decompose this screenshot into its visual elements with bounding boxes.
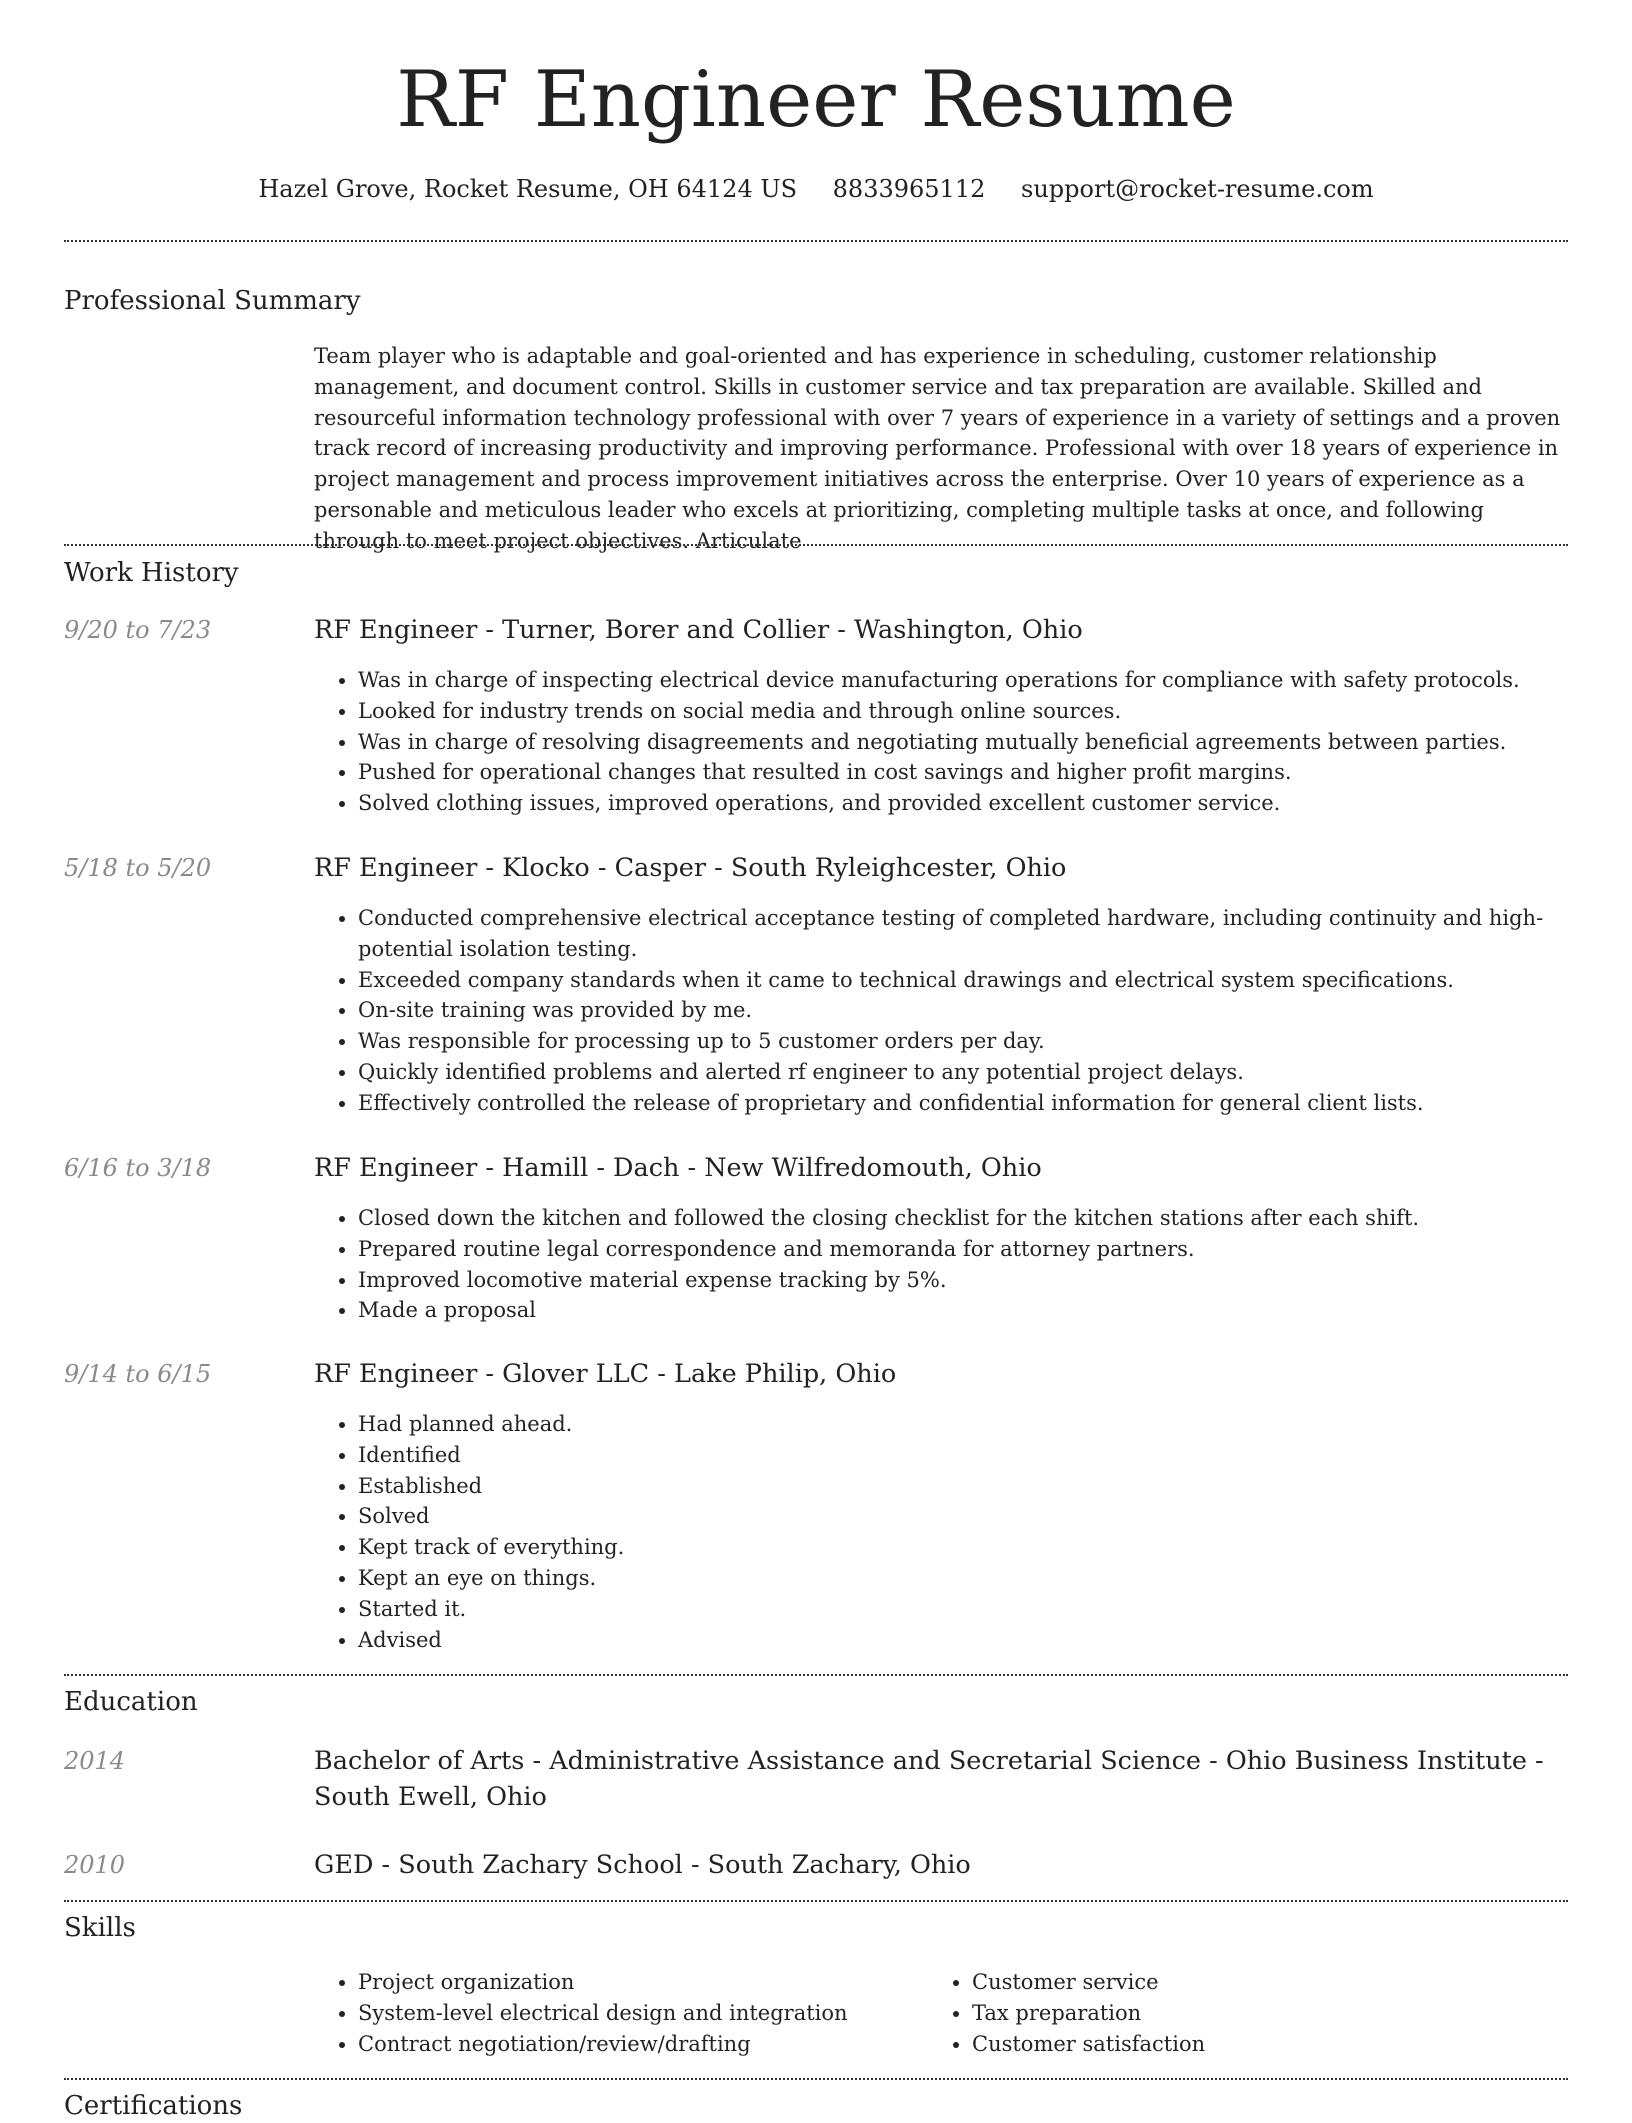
job-bullet: • On-site training was provided by me. [358, 995, 1548, 1026]
job-bullet: • Identified [358, 1440, 1548, 1471]
job-title: RF Engineer - Hamill - Dach - New Wilfredomouth, Ohio [314, 1153, 1042, 1183]
job-bullet: • Solved [358, 1501, 1548, 1532]
skill-item: • Customer service [972, 1967, 1532, 1998]
job-bullet: • Had planned ahead. [358, 1409, 1548, 1440]
job-dates: 9/20 to 7/23 [64, 616, 212, 644]
divider [64, 240, 1568, 242]
summary-text: Team player who is adaptable and goal-oriented and has experience in scheduling, customer relationship management, and document control. Skills in customer service and tax preparation are available. Skilled and resourceful information technology professional with over 7 years of experience in a variety of settings and a proven track record of increasing productivity and improving performance. Professional with over 18 years of experience in project management and process improvement initiatives across the enterprise. Over 10 years of experience as a personable and meticulous leader who excels at prioritizing, completing multiple tasks at once, and following through to meet project objectives. Articulate [314, 344, 1561, 553]
skill-item: • Project organization [358, 1967, 918, 1998]
job-bullet: • Established [358, 1471, 1548, 1502]
contact-line [0, 172, 1632, 206]
job-bullet: • Was responsible for processing up to 5 customer orders per day. [358, 1026, 1548, 1057]
job-title: RF Engineer - Glover LLC - Lake Philip, Ohio [314, 1359, 897, 1389]
job-bullet: • Started it. [358, 1594, 1548, 1625]
job-bullet: • Solved clothing issues, improved operations, and provided excellent customer service. [358, 788, 1548, 819]
job-bullet: • Was in charge of resolving disagreements and negotiating mutually beneficial agreements between parties. [358, 727, 1548, 758]
job-bullet: • Prepared routine legal correspondence and memoranda for attorney partners. [358, 1234, 1548, 1265]
job-dates: 5/18 to 5/20 [64, 854, 212, 882]
section-heading-work-history: Work History [64, 558, 239, 588]
job-bullets [314, 903, 1548, 1119]
job-bullet: • Looked for industry trends on social media and through online sources. [358, 696, 1548, 727]
job-bullet: • Was in charge of inspecting electrical device manufacturing operations for compliance with safety protocols. [358, 665, 1548, 696]
job-bullet: • Closed down the kitchen and followed the closing checklist for the kitchen stations after each shift. [358, 1203, 1548, 1234]
job-bullet: • Kept an eye on things. [358, 1563, 1548, 1594]
skill-item: • Tax preparation [972, 1998, 1532, 2029]
job-title: RF Engineer - Klocko - Casper - South Ryleighcester, Ohio [314, 853, 1067, 883]
education-title: GED - South Zachary School - South Zachary, Ohio [314, 1850, 971, 1880]
job-bullet: • Exceeded company standards when it came to technical drawings and electrical system specifications. [358, 965, 1548, 996]
job-bullets [314, 1409, 1548, 1655]
divider [64, 1674, 1568, 1676]
skill-item: • Contract negotiation/review/drafting [358, 2029, 918, 2060]
education-year: 2010 [64, 1851, 126, 1879]
section-heading-summary: Professional Summary [64, 286, 361, 316]
job-bullets [314, 665, 1548, 819]
job-bullets [314, 1203, 1548, 1326]
job-bullet: • Made a proposal [358, 1295, 1548, 1326]
job-bullet: • Pushed for operational changes that resulted in cost savings and higher profit margins. [358, 757, 1548, 788]
section-heading-certifications: Certifications [64, 2091, 243, 2121]
skill-item: • Customer satisfaction [972, 2029, 1532, 2060]
job-dates: 9/14 to 6/15 [64, 1360, 212, 1388]
job-bullet: • Effectively controlled the release of proprietary and confidential information for general client lists. [358, 1088, 1548, 1119]
skills-list-right [928, 1967, 1532, 2059]
section-heading-skills: Skills [64, 1913, 136, 1943]
contact-address: Hazel Grove, Rocket Resume, OH 64124 US [258, 175, 798, 203]
skill-item: • System-level electrical design and integration [358, 1998, 918, 2029]
job-bullet: • Advised [358, 1625, 1548, 1656]
section-heading-education: Education [64, 1687, 198, 1717]
contact-phone: 8833965112 [832, 175, 986, 203]
resume-title: RF Engineer Resume [396, 55, 1236, 145]
job-bullet: • Kept track of everything. [358, 1532, 1548, 1563]
divider [64, 2078, 1568, 2080]
education-year: 2014 [64, 1747, 126, 1775]
job-dates: 6/16 to 3/18 [64, 1154, 212, 1182]
contact-email: support@rocket-resume.com [1021, 175, 1374, 203]
skills-list-left [314, 1967, 918, 2059]
job-title: RF Engineer - Turner, Borer and Collier - Washington, Ohio [314, 615, 1083, 645]
divider [64, 1900, 1568, 1902]
job-bullet: • Quickly identified problems and alerted rf engineer to any potential project delays. [358, 1057, 1548, 1088]
job-bullet: • Conducted comprehensive electrical acceptance testing of completed hardware, including continuity and high-potential isolation testing. [358, 903, 1548, 965]
divider [64, 544, 1568, 546]
job-bullet: • Improved locomotive material expense tracking by 5%. [358, 1265, 1548, 1296]
education-title: Bachelor of Arts - Administrative Assistance and Secretarial Science - Ohio Business Institute - South Ewell, Ohio [314, 1746, 1544, 1812]
